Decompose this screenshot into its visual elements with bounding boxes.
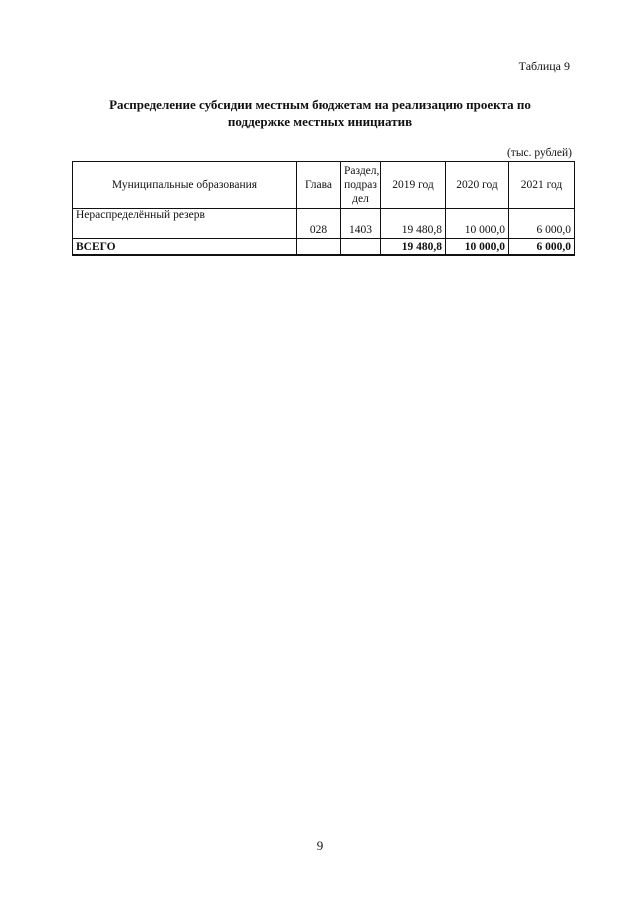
row-section: 1403 [341, 209, 381, 239]
header-2019: 2019 год [381, 162, 446, 209]
title-line-1: Распределение субсидии местным бюджетам на реализацию проекта по [109, 97, 531, 112]
total-row [73, 239, 575, 256]
page-number: 9 [316, 838, 324, 853]
subsidy-table [72, 161, 575, 256]
header-glava: Глава [297, 162, 341, 209]
header-section-line-1: Раздел, [344, 165, 380, 177]
title-line-2: поддержке местных инициатив [227, 114, 413, 129]
total-name: ВСЕГО [73, 239, 297, 256]
header-2020: 2020 год [446, 162, 509, 209]
table-header-row [73, 162, 575, 209]
unit-label: (тыс. рублей) [506, 147, 572, 159]
header-section-line-2: подраз [344, 179, 377, 191]
total-2020: 10 000,0 [446, 239, 509, 256]
table-row [73, 209, 575, 239]
row-2019: 19 480,8 [381, 209, 446, 239]
header-municipality: Муниципальные образования [73, 162, 297, 209]
header-2021: 2021 год [509, 162, 575, 209]
header-section-line-3: дел [352, 193, 369, 205]
total-2021: 6 000,0 [509, 239, 575, 256]
row-2021: 6 000,0 [509, 209, 575, 239]
total-glava [297, 239, 341, 256]
row-2020: 10 000,0 [446, 209, 509, 239]
row-glava: 028 [297, 209, 341, 239]
document-title [60, 96, 580, 130]
header-section [341, 162, 381, 209]
table-number: Таблица 9 [518, 59, 570, 73]
total-2019: 19 480,8 [381, 239, 446, 256]
total-section [341, 239, 381, 256]
row-name: Нераспределённый резерв [73, 209, 297, 239]
